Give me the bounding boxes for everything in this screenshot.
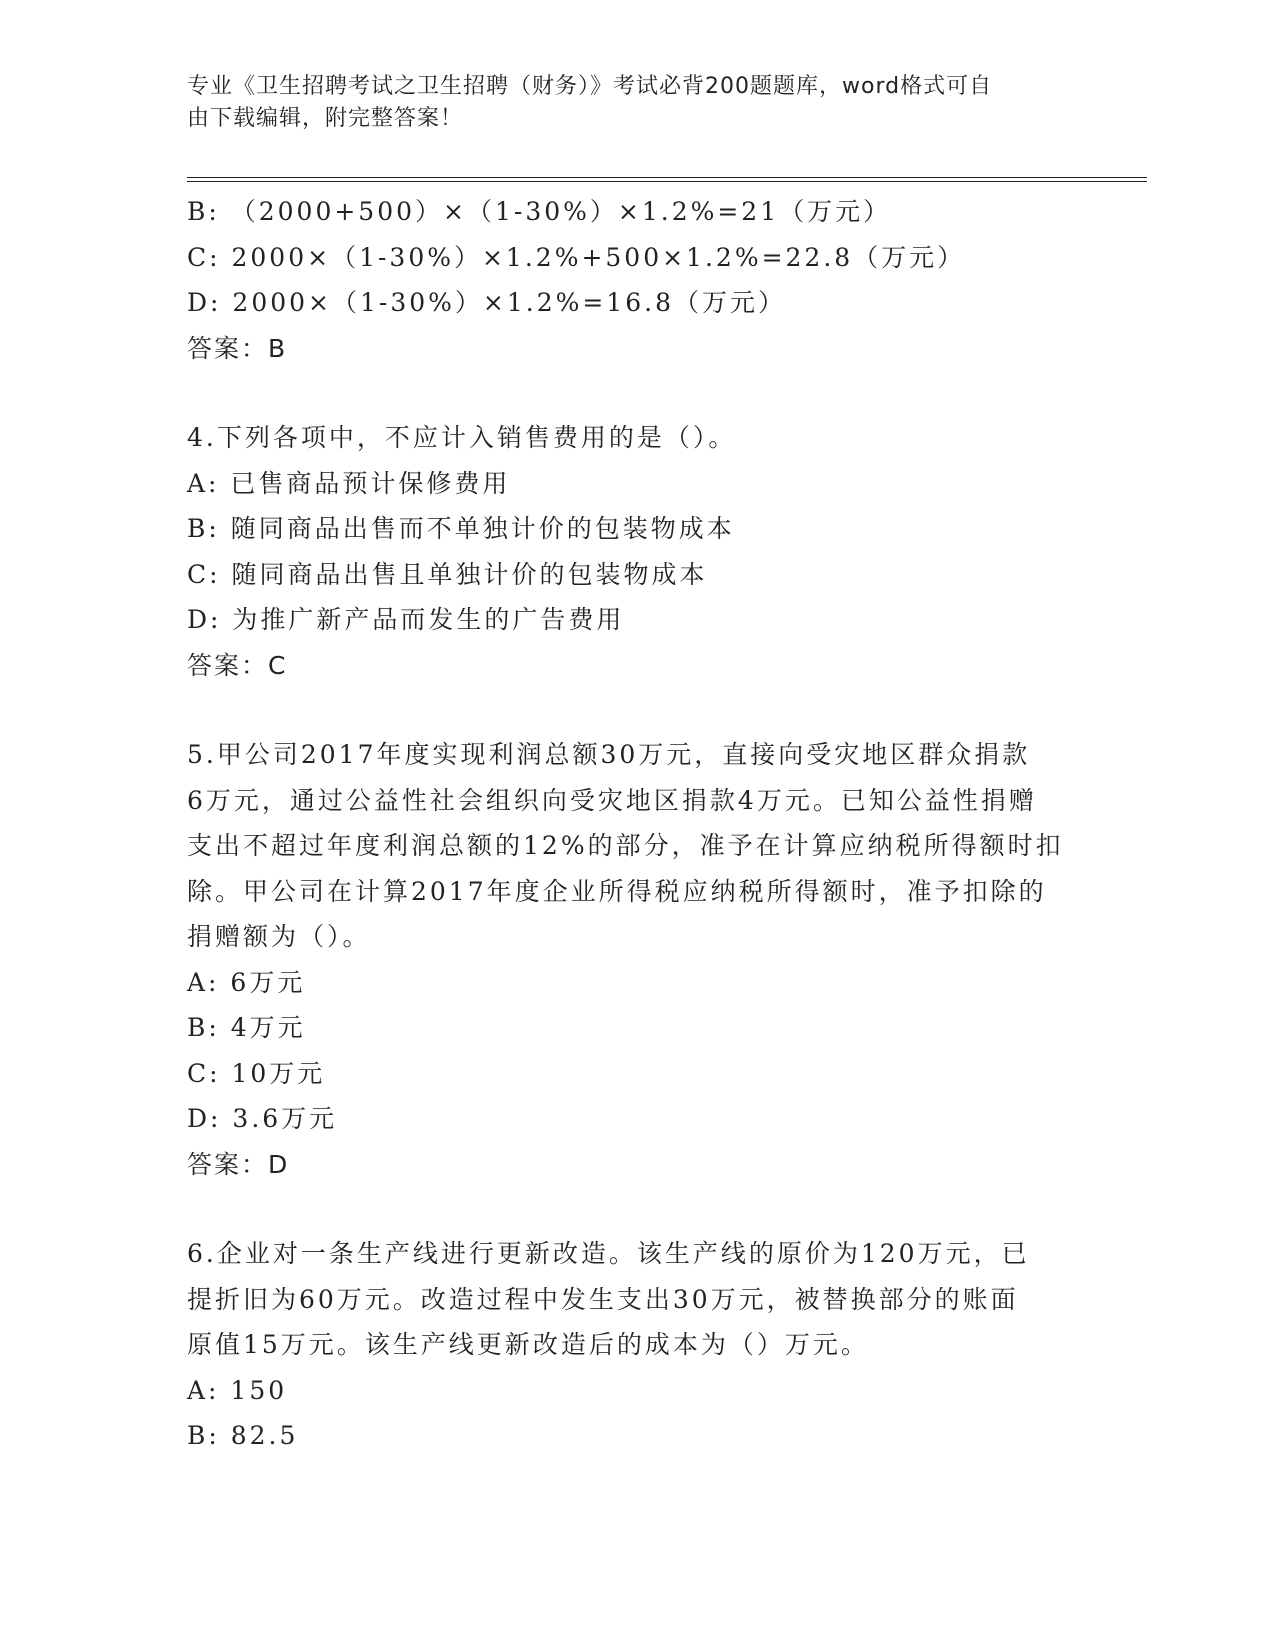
spacer	[187, 1187, 1087, 1231]
q4-stem: 4.下列各项中，不应计入销售费用的是（）。	[187, 423, 737, 452]
q6-stem-line: 提折旧为60万元。改造过程中发生支出30万元，被替换部分的账面	[187, 1284, 1019, 1314]
q3-option-c: C: 2000×（1-30%）×1.2%+500×1.2%=22.8（万元）	[187, 242, 966, 272]
q6-option-a: A: 150	[187, 1375, 288, 1405]
q5-option-c: C: 10万元	[187, 1058, 326, 1088]
q5-option-d: D: 3.6万元	[187, 1104, 338, 1133]
q4-option-c: C: 随同商品出售且单独计价的包装物成本	[187, 559, 708, 589]
q4-option-d: D: 为推广新产品而发生的广告费用	[187, 605, 625, 634]
question-6	[187, 1231, 1087, 1459]
q3-option-d: D: 2000×（1-30%）×1.2%=16.8（万元）	[187, 288, 786, 317]
q5-option-a: A: 6万元	[187, 967, 306, 997]
q5-stem-line: 6万元，通过公益性社会组织向受灾地区捐款4万元。已知公益性捐赠	[187, 785, 1037, 815]
q5-stem-line: 除。甲公司在计算2017年度企业所得税应纳税所得额时，准予扣除的	[187, 876, 1047, 906]
q4-answer: 答案：C	[187, 650, 288, 680]
question-5	[187, 732, 1087, 1187]
q3-answer: 答案：B	[187, 333, 288, 363]
q3-option-b: B: （2000+500）×（1-30%）×1.2%=21（万元）	[187, 197, 892, 226]
header-divider-top	[187, 177, 1147, 178]
q6-option-b: B: 82.5	[187, 1421, 299, 1450]
spacer	[187, 371, 1087, 415]
spacer	[187, 688, 1087, 732]
q5-stem-line: 捐赠额为（）。	[187, 922, 371, 951]
q4-option-a: A: 已售商品预计保修费用	[187, 468, 511, 498]
header-line-1: 专业《卫生招聘考试之卫生招聘（财务）》考试必背200题题库，word格式可自	[187, 74, 993, 99]
q5-answer: 答案：D	[187, 1149, 290, 1179]
q5-stem-line: 支出不超过年度利润总额的12%的部分，准予在计算应纳税所得额时扣	[187, 831, 1064, 860]
question-content	[187, 189, 1087, 1459]
header-divider-bottom	[187, 181, 1147, 182]
q4-option-b: B: 随同商品出售而不单独计价的包装物成本	[187, 514, 735, 543]
question-4	[187, 415, 1087, 688]
header-line-2: 由下载编辑，附完整答案！	[187, 106, 464, 131]
document-header	[187, 71, 1067, 135]
question-3-continued	[187, 189, 1087, 371]
q6-stem-line: 6.企业对一条生产线进行更新改造。该生产线的原价为120万元，已	[187, 1239, 1030, 1268]
q5-option-b: B: 4万元	[187, 1013, 306, 1042]
q6-stem-line: 原值15万元。该生产线更新改造后的成本为（）万元。	[187, 1330, 869, 1359]
q5-stem-line: 5.甲公司2017年度实现利润总额30万元，直接向受灾地区群众捐款	[187, 740, 1031, 769]
